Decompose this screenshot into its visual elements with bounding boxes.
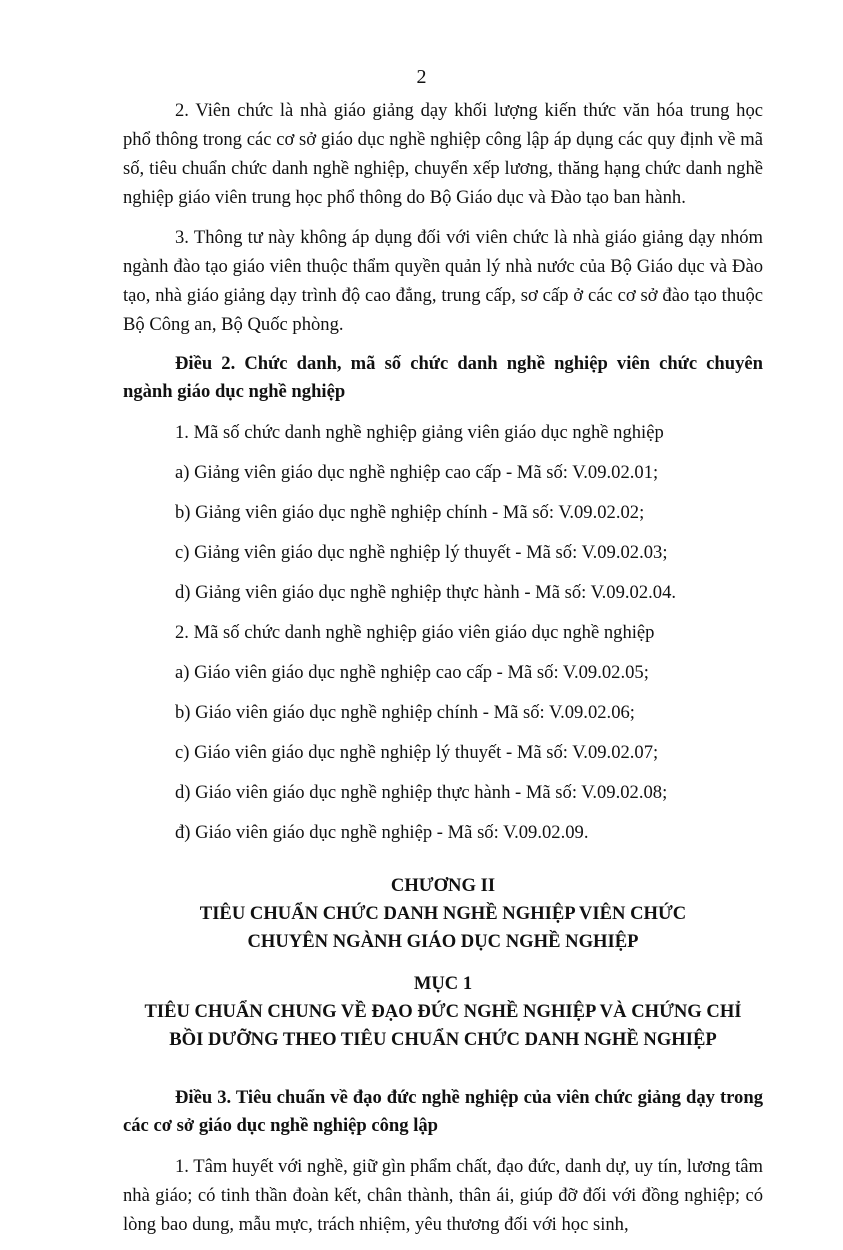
list-item: d) Giáo viên giáo dục nghề nghiệp thực hành - Mã số: V.09.02.08;	[175, 782, 668, 803]
article-3-heading: Điều 3. Tiêu chuẩn về đạo đức nghề nghiệp của viên chức giảng dạy trong các cơ sở giáo dục nghề nghiệp công lập	[123, 1087, 763, 1136]
article-2-heading: Điều 2. Chức danh, mã số chức danh nghề nghiệp viên chức chuyên ngành giáo dục nghề nghiệp	[123, 353, 763, 402]
section-title-line-2: BỒI DƯỠNG THEO TIÊU CHUẨN CHỨC DANH NGHỀ NGHIỆP	[169, 1029, 717, 1050]
list-item: đ) Giáo viên giáo dục nghề nghiệp - Mã số: V.09.02.09.	[175, 822, 589, 843]
list-item: d) Giảng viên giáo dục nghề nghiệp thực hành - Mã số: V.09.02.04.	[175, 582, 677, 603]
teachers-codes-title: 2. Mã số chức danh nghề nghiệp giáo viên giáo dục nghề nghiệp	[175, 622, 655, 643]
list-item: c) Giáo viên giáo dục nghề nghiệp lý thuyết - Mã số: V.09.02.07;	[175, 742, 659, 763]
section-title-line-1: TIÊU CHUẨN CHUNG VỀ ĐẠO ĐỨC NGHỀ NGHIỆP VÀ CHỨNG CHỈ	[144, 1001, 742, 1022]
list-item: c) Giảng viên giáo dục nghề nghiệp lý thuyết - Mã số: V.09.02.03;	[175, 542, 668, 563]
lecturers-codes-title: 1. Mã số chức danh nghề nghiệp giảng viên giáo dục nghề nghiệp	[175, 422, 664, 443]
document-body	[123, 96, 763, 1250]
list-item: b) Giáo viên giáo dục nghề nghiệp chính - Mã số: V.09.02.06;	[175, 702, 635, 723]
chapter-title-line-2: CHUYÊN NGÀNH GIÁO DỤC NGHỀ NGHIỆP	[247, 931, 639, 952]
chapter-title-line-1: TIÊU CHUẨN CHỨC DANH NGHỀ NGHIỆP VIÊN CHỨC	[199, 903, 687, 924]
section-label: MỤC 1	[413, 973, 473, 994]
list-item: a) Giáo viên giáo dục nghề nghiệp cao cấp - Mã số: V.09.02.05;	[175, 662, 649, 683]
paragraph-clause-3: 3. Thông tư này không áp dụng đối với viên chức là nhà giáo giảng dạy nhóm ngành đào tạo giáo viên thuộc thẩm quyền quản lý nhà nước của Bộ Giáo dục và Đào tạo, nhà giáo giảng dạy trình độ cao đẳng, trung cấp, sơ cấp ở các cơ sở đào tạo thuộc Bộ Công an, Bộ Quốc phòng.	[123, 227, 763, 335]
article-3-clause-1: 1. Tâm huyết với nghề, giữ gìn phẩm chất, đạo đức, danh dự, uy tín, lương tâm nhà giáo; có tinh thần đoàn kết, chân thành, thân ái, giúp đỡ đối với đồng nghiệp; có lòng bao dung, mẫu mực, trách nhiệm, yêu thương đối với học sinh,	[123, 1156, 763, 1235]
paragraph-clause-2: 2. Viên chức là nhà giáo giảng dạy khối lượng kiến thức văn hóa trung học phổ thông trong các cơ sở giáo dục nghề nghiệp công lập áp dụng các quy định về mã số, tiêu chuẩn chức danh nghề nghiệp, chuyển xếp lương, thăng hạng chức danh nghề nghiệp giáo viên trung học phổ thông do Bộ Giáo dục và Đào tạo ban hành.	[123, 100, 763, 208]
list-item: a) Giảng viên giáo dục nghề nghiệp cao cấp - Mã số: V.09.02.01;	[175, 462, 659, 483]
list-item: b) Giảng viên giáo dục nghề nghiệp chính - Mã số: V.09.02.02;	[175, 502, 645, 523]
page-number: 2	[416, 66, 427, 88]
chapter-label: CHƯƠNG II	[390, 875, 496, 896]
